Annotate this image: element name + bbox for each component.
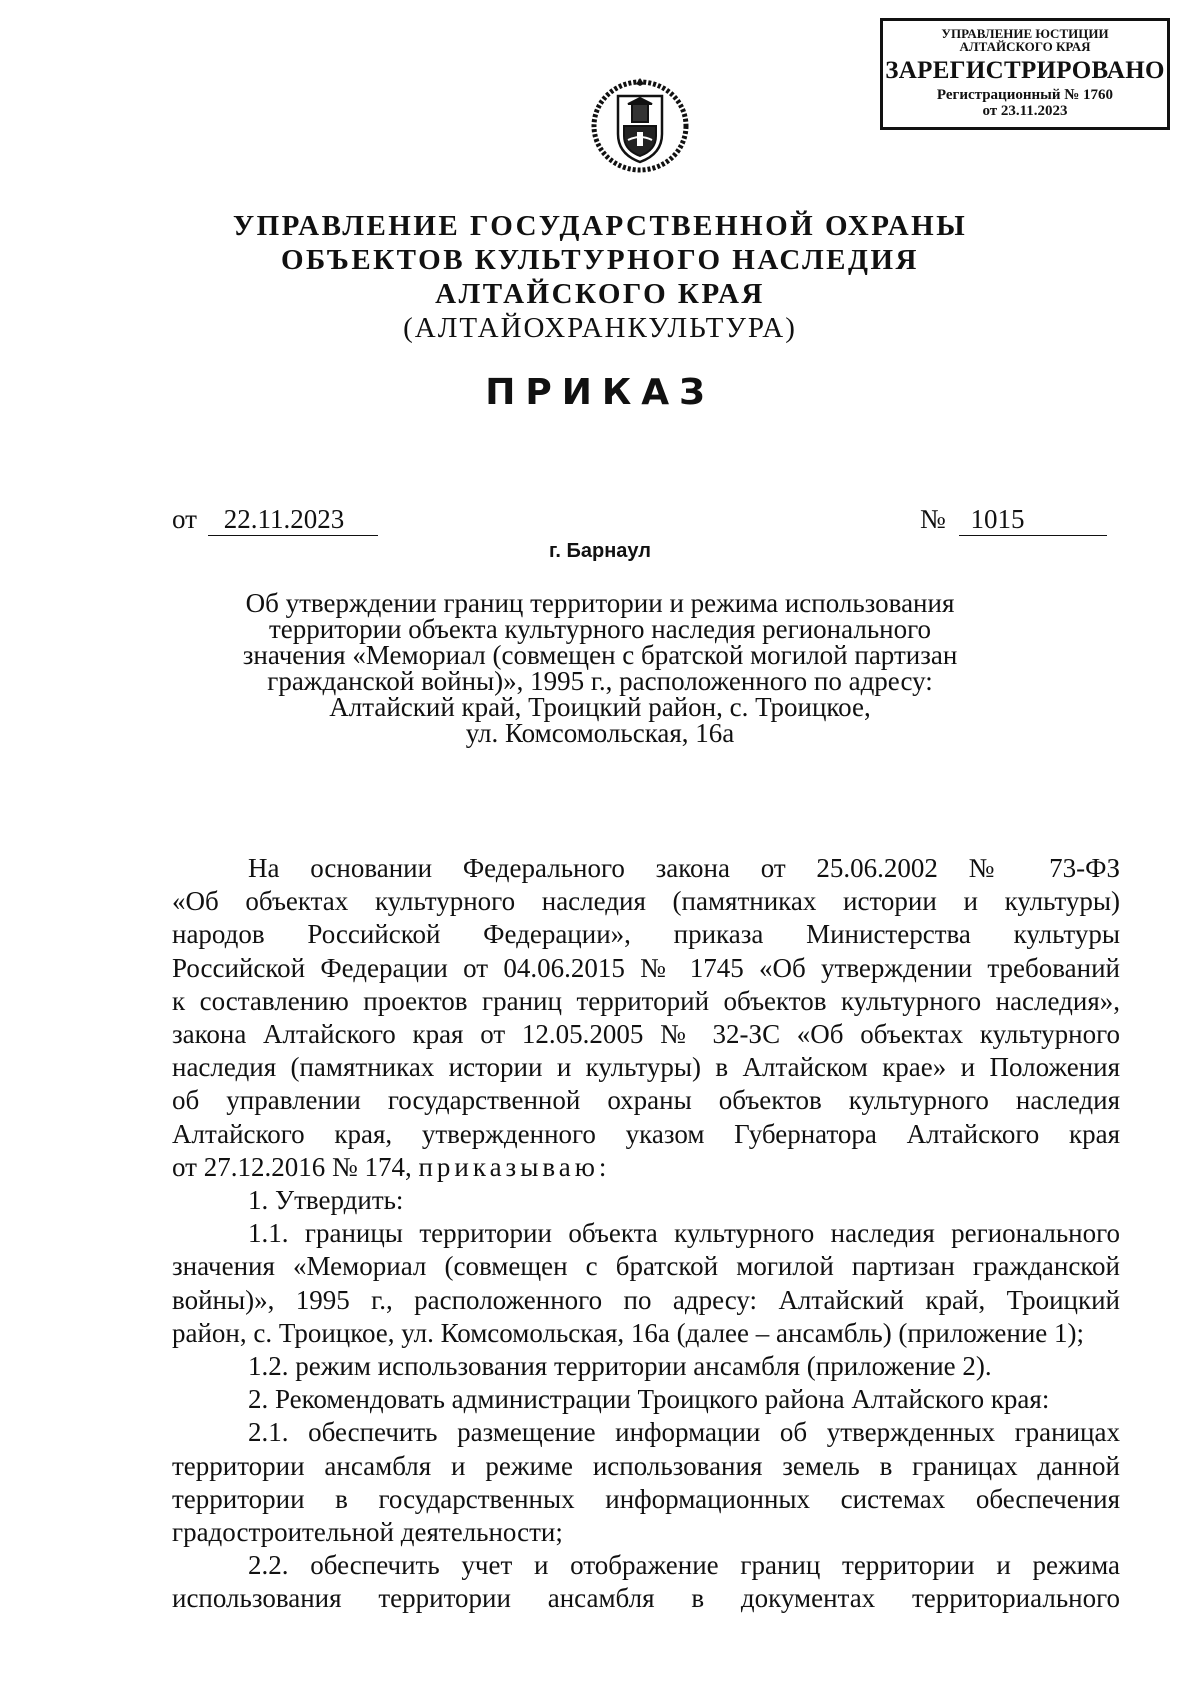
body-line: войны)», 1995 г., расположенного по адресу: Алтайский край, Троицкий <box>172 1284 1120 1315</box>
stamp-status: ЗАРЕГИСТРИРОВАНО <box>885 57 1165 84</box>
subject-line: Об утверждении границ территории и режима использования <box>245 588 955 618</box>
date-prefix: от <box>172 504 197 534</box>
document-subject <box>190 590 1010 746</box>
body-line: 1.1. границы территории объекта культурного наследия регионального <box>248 1218 1120 1249</box>
document-date <box>172 504 378 536</box>
item-2 <box>172 1383 1120 1416</box>
body-line: наследия (памятниках истории и культуры) в Алтайском крае» и Положения <box>172 1052 1120 1083</box>
body-line: градостроительной деятельности; <box>172 1517 563 1548</box>
body-line: На основании Федерального закона от 25.06.2002 № 73-ФЗ <box>248 853 1120 883</box>
number-value: 1015 <box>959 504 1107 536</box>
stamp-authority-line2: АЛТАЙСКОГО КРАЯ <box>959 39 1091 54</box>
body-line: Российской Федерации от 04.06.2015 № 1745 «Об утверждении требований <box>172 952 1120 983</box>
body-line: территории ансамбля и режиме использования земель в границах данной <box>172 1450 1120 1481</box>
stamp-reg-date: от 23.11.2023 <box>982 103 1068 119</box>
order-word: приказываю: <box>418 1151 611 1182</box>
body-line: к составлению проектов границ территорий объектов культурного наследия», <box>172 985 1120 1016</box>
body-line: значения «Мемориал (совмещен с братской могилой партизан гражданской <box>172 1251 1120 1282</box>
item-1-1 <box>172 1217 1120 1350</box>
document-number <box>920 504 1107 536</box>
preamble-last: от 27.12.2016 № 174, <box>172 1151 412 1182</box>
item-1-2 <box>172 1350 1120 1383</box>
body-line: 2.2. обеспечить учет и отображение границ территории и режима <box>248 1550 1120 1581</box>
item-1 <box>172 1184 1120 1217</box>
item-2-1 <box>172 1416 1120 1549</box>
document-body <box>172 852 1120 1616</box>
body-line: народов Российской Федерации», приказа Министерства культуры <box>172 919 1120 950</box>
subject-line: Алтайский край, Троицкий район, с. Троицкое, <box>329 692 871 722</box>
number-prefix: № <box>920 504 946 534</box>
body-line: район, с. Троицкое, ул. Комсомольская, 16а (далее – ансамбль) (приложение 1); <box>172 1317 1085 1348</box>
body-line: об управлении государственной охраны объектов культурного наследия <box>172 1085 1120 1116</box>
coat-of-arms-icon <box>588 74 692 174</box>
org-name-line1: УПРАВЛЕНИЕ ГОСУДАРСТВЕННОЙ ОХРАНЫ <box>232 210 968 242</box>
subject-line: значения «Мемориал (совмещен с братской могилой партизан <box>242 640 958 670</box>
org-abbreviation: (АЛТАЙОХРАНКУЛЬТУРА) <box>403 312 797 344</box>
stamp-reg-number: Регистрационный № 1760 <box>936 87 1114 103</box>
body-line: территории в государственных информационных системах обеспечения <box>172 1483 1120 1514</box>
subject-line: ул. Комсомольская, 16а <box>465 718 735 748</box>
body-line: Алтайского края, утвержденного указом Губернатора Алтайского края <box>172 1118 1120 1149</box>
body-line: 2.1. обеспечить размещение информации об утвержденных границах <box>248 1417 1120 1448</box>
subject-line: гражданской войны)», 1995 г., расположенного по адресу: <box>267 666 933 696</box>
org-name-line2: ОБЪЕКТОВ КУЛЬТУРНОГО НАСЛЕДИЯ <box>281 244 919 276</box>
subject-line: территории объекта культурного наследия регионального <box>268 614 931 644</box>
document-city: г. Барнаул <box>549 540 651 562</box>
org-name-line3: АЛТАЙСКОГО КРАЯ <box>435 278 765 310</box>
body-line: использования территории ансамбля в документах территориального <box>172 1583 1120 1614</box>
body-line: закона Алтайского края от 12.05.2005 № 32-ЗС «Об объектах культурного <box>172 1019 1120 1050</box>
registration-stamp <box>880 18 1170 130</box>
item-2-2 <box>172 1549 1120 1615</box>
body-line <box>172 1151 1120 1184</box>
body-line: «Об объектах культурного наследия (памятниках истории и культуры) <box>172 886 1120 917</box>
date-value: 22.11.2023 <box>208 504 378 536</box>
body-line: 1. Утвердить: <box>248 1185 404 1216</box>
stamp-authority-line1: УПРАВЛЕНИЕ ЮСТИЦИИ <box>941 26 1109 41</box>
preamble-paragraph <box>172 852 1120 1184</box>
body-line: 2. Рекомендовать администрации Троицкого района Алтайского края: <box>248 1384 1050 1415</box>
body-line: 1.2. режим использования территории ансамбля (приложение 2). <box>248 1351 992 1382</box>
document-type-title: ПРИКАЗ <box>485 372 715 413</box>
